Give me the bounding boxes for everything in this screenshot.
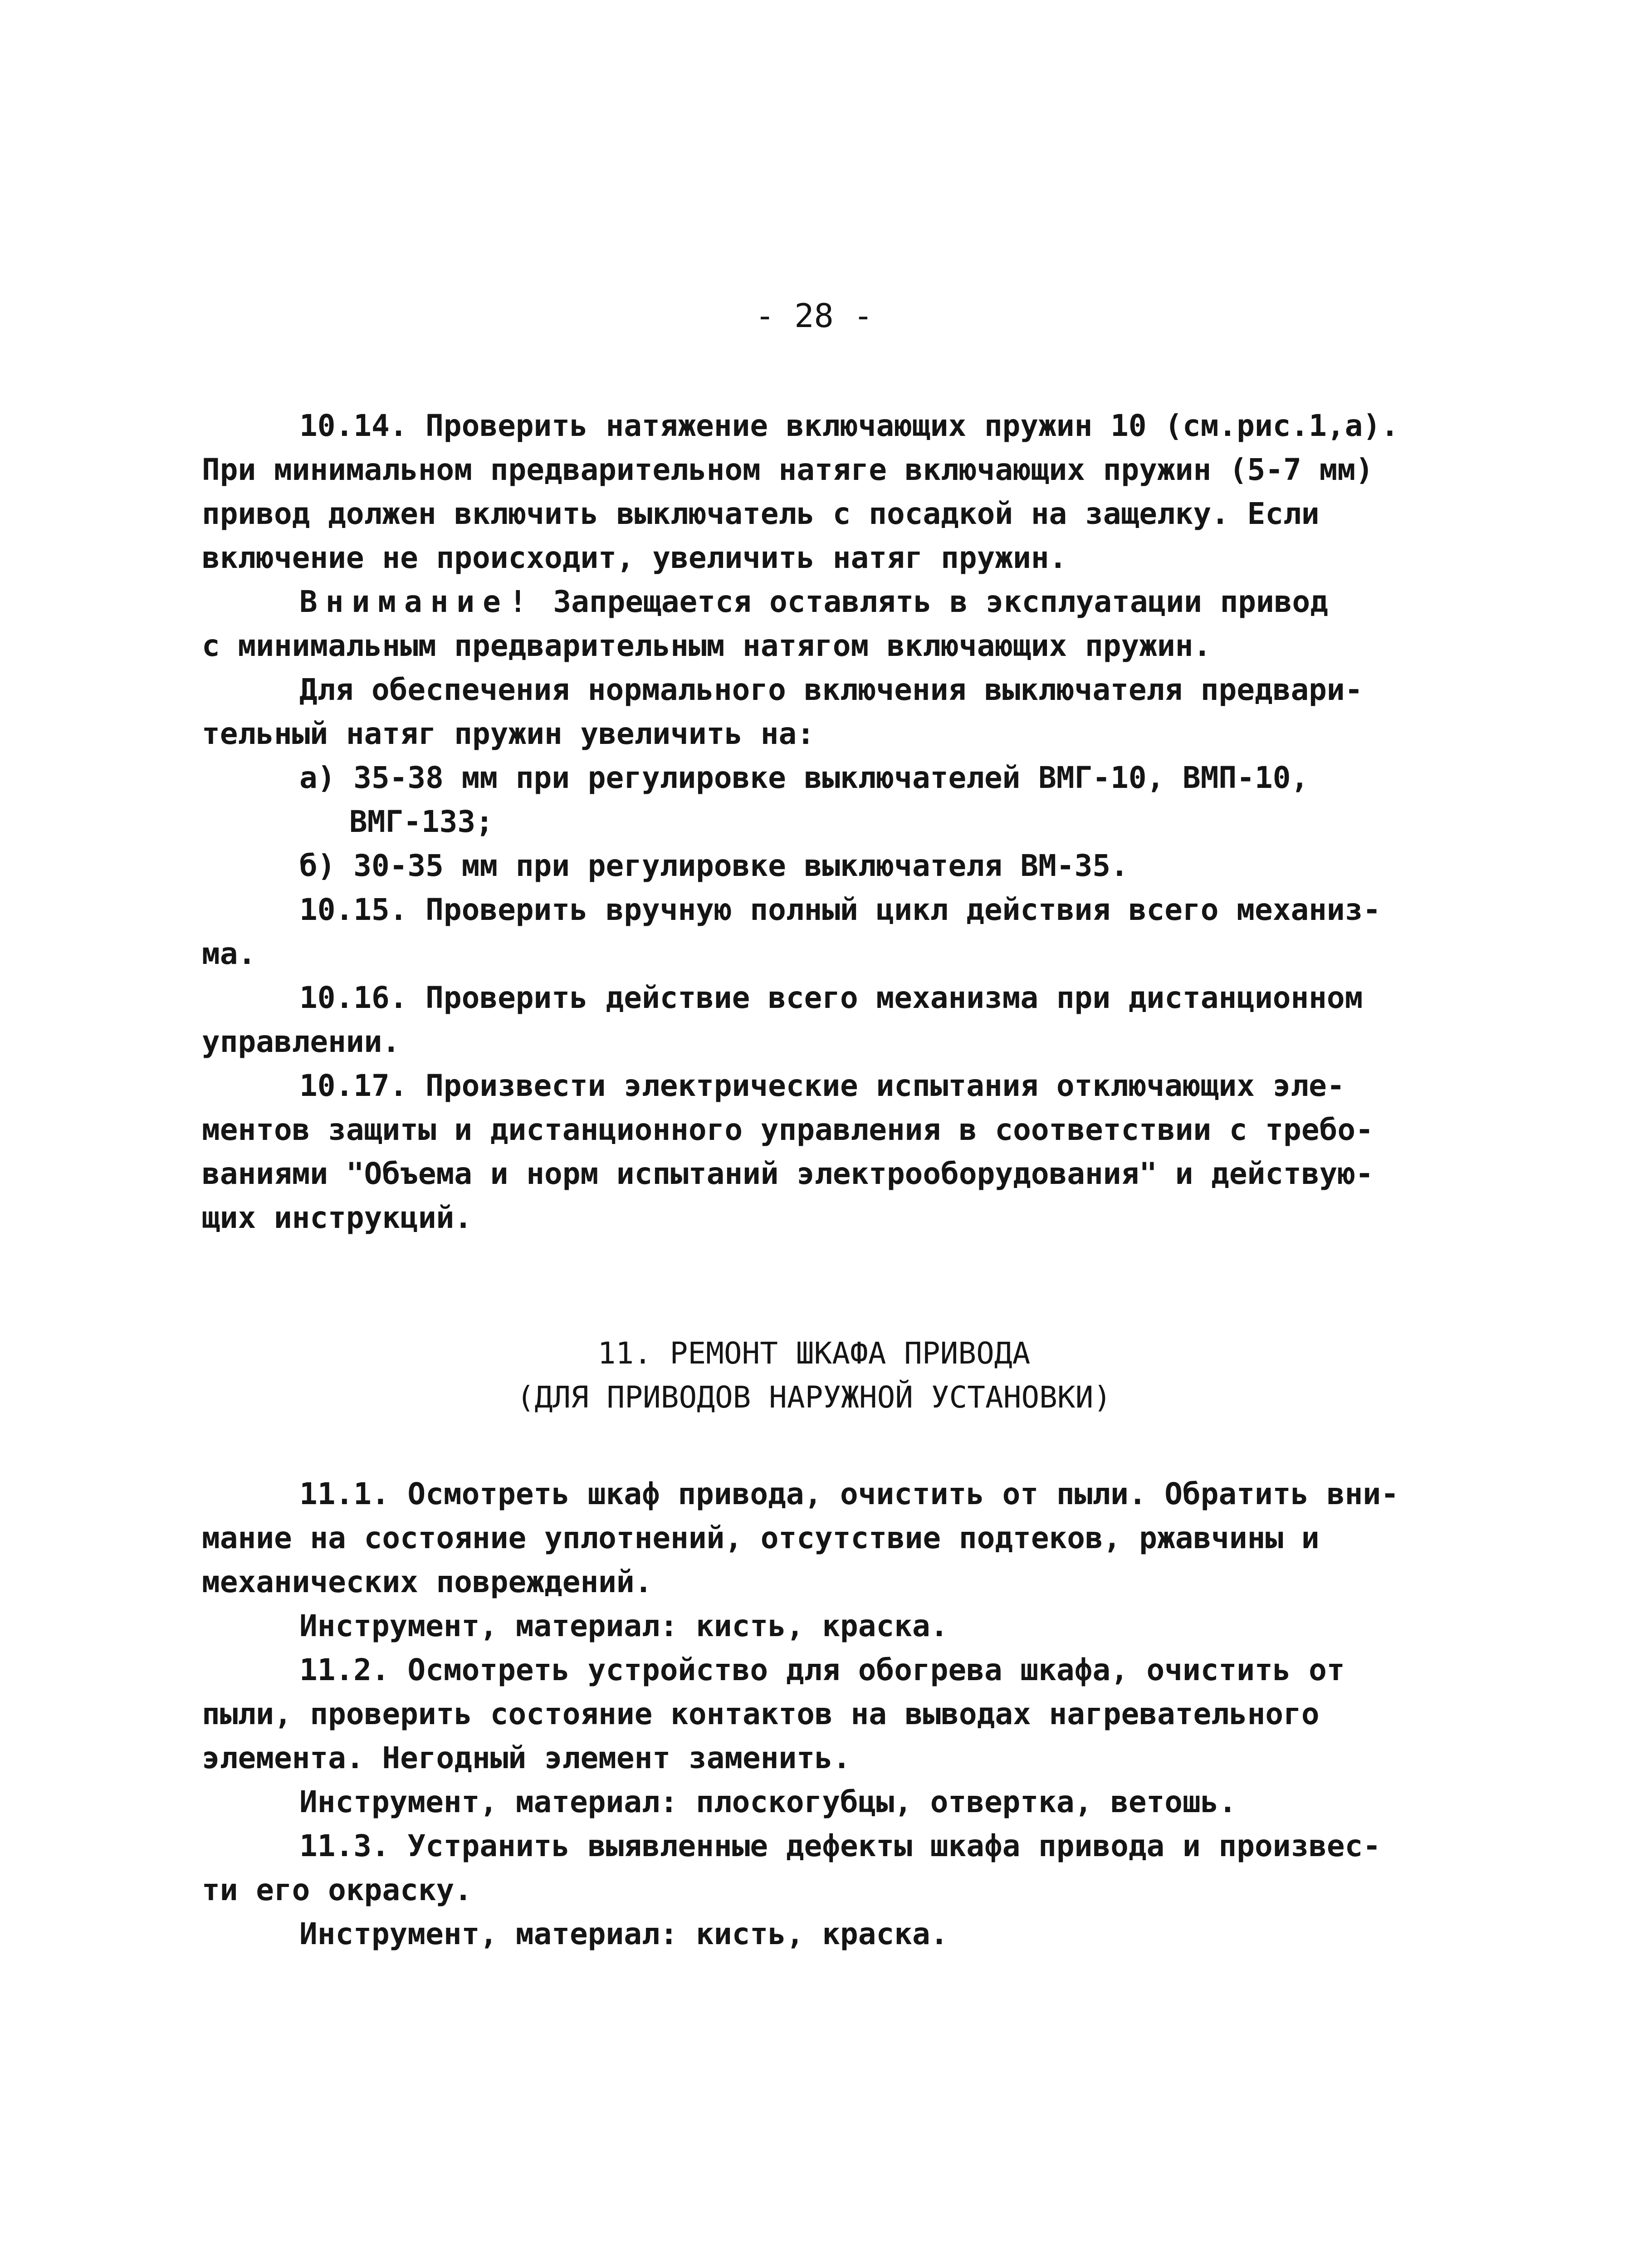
section-10-text	[202, 404, 1445, 1240]
text-line: а) 35-38 мм при регулировке выключателей ВМГ-10, ВМП-10,	[299, 760, 1309, 795]
paragraph-tension	[202, 668, 1445, 756]
text-line: мание на состояние уплотнений, отсутствие подтеков, ржавчины и	[202, 1520, 1320, 1555]
list-item-b	[202, 844, 1445, 888]
paragraph-10-15	[202, 888, 1445, 976]
heading-title: 11. РЕМОНТ ШКАФА ПРИВОДА	[597, 1336, 1031, 1371]
text-line: 11.3. Устранить выявленные дефекты шкафа привода и произвес-	[299, 1828, 1381, 1863]
text-line: Для обеспечения нормального включения выключателя предвари-	[299, 672, 1363, 707]
tools-line: Инструмент, материал: плоскогубцы, отвертка, ветошь.	[299, 1784, 1237, 1819]
text-line: элемента. Негодный элемент заменить.	[202, 1740, 851, 1775]
text-line: щих инструкций.	[202, 1200, 473, 1235]
text-line: 10.16. Проверить действие всего механизма при дистанционном	[299, 980, 1363, 1015]
section-11-heading	[0, 1331, 1628, 1419]
paragraph-11-3	[202, 1824, 1445, 1912]
text-line: 11.2. Осмотреть устройство для обогрева шкафа, очистить от	[299, 1652, 1345, 1687]
text-line: 10.14. Проверить натяжение включающих пружин 10 (см.рис.1,а).	[299, 408, 1399, 443]
warning-line	[202, 580, 1445, 624]
text-line: 10.17. Произвести электрические испытания отключающих эле-	[299, 1068, 1345, 1103]
text-line: включение не происходит, увеличить натяг пружин.	[202, 540, 1067, 575]
text-line: ти его окраску.	[202, 1872, 473, 1907]
list-item-a	[202, 756, 1445, 844]
text-line: управлении.	[202, 1024, 401, 1059]
text-line: механических повреждений.	[202, 1564, 653, 1599]
text-line: привод должен включить выключатель с посадкой на защелку. Если	[202, 496, 1320, 531]
tools-line: Инструмент, материал: кисть, краска.	[299, 1916, 948, 1951]
text-line: ВМГ-133;	[349, 804, 494, 839]
page-number: - 28 -	[755, 297, 873, 335]
paragraph-10-14	[202, 404, 1445, 580]
text-line: ваниями "Объема и норм испытаний электрооборудования" и действую-	[202, 1156, 1374, 1191]
section-11-text	[202, 1472, 1445, 1956]
text-line: пыли, проверить состояние контактов на выводах нагревательного	[202, 1696, 1320, 1731]
tools-line: Инструмент, материал: кисть, краска.	[299, 1608, 948, 1643]
text-line: 10.15. Проверить вручную полный цикл действия всего механиз-	[299, 892, 1381, 927]
text-line: с минимальным предварительным натягом включающих пружин.	[202, 628, 1212, 663]
text-line: ма.	[202, 936, 256, 971]
text-line: б) 30-35 мм при регулировке выключателя ВМ-35.	[299, 848, 1129, 883]
paragraph-10-17	[202, 1064, 1445, 1240]
warning-text: Запрещается оставлять в эксплуатации привод	[535, 584, 1328, 619]
paragraph-11-1	[202, 1472, 1445, 1604]
warning-word: Внимание!	[299, 584, 535, 619]
text-line: ментов защиты и дистанционного управления в соответствии с требо-	[202, 1112, 1374, 1147]
heading-subtitle: (ДЛЯ ПРИВОДОВ НАРУЖНОЙ УСТАНОВКИ)	[516, 1380, 1112, 1415]
paragraph-11-2	[202, 1648, 1445, 1780]
text-line: тельный натяг пружин увеличить на:	[202, 716, 815, 751]
text-line: При минимальном предварительном натяге включающих пружин (5-7 мм)	[202, 452, 1374, 487]
text-line: 11.1. Осмотреть шкаф привода, очистить от пыли. Обратить вни-	[299, 1476, 1399, 1511]
warning-paragraph	[202, 580, 1445, 668]
paragraph-10-16	[202, 976, 1445, 1064]
